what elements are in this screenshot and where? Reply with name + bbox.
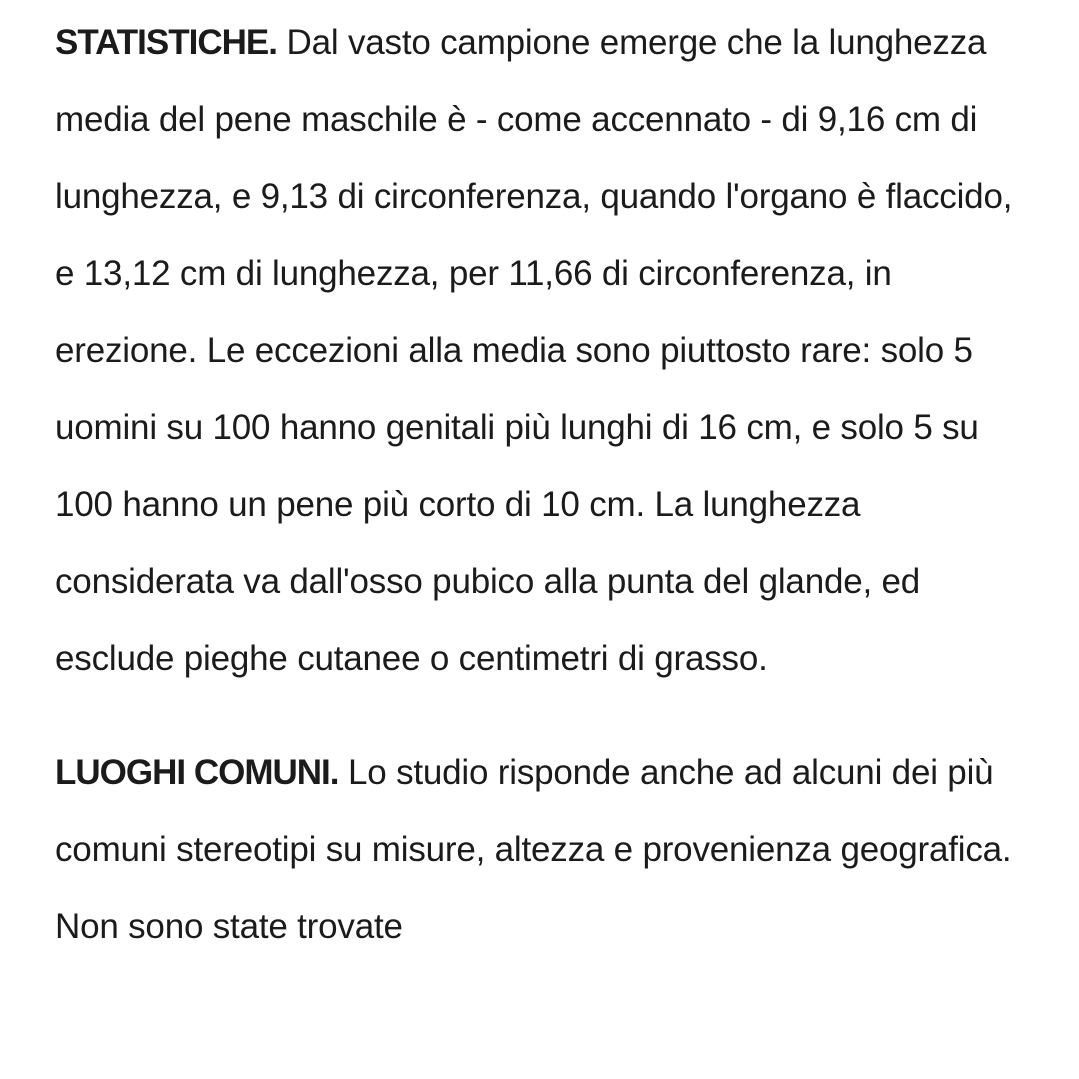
statistics-paragraph bbox=[55, 4, 1039, 697]
statistics-heading: STATISTICHE. bbox=[55, 23, 277, 62]
statistics-text: Dal vasto campione emerge che la lunghezza media del pene maschile è - come accennato - di 9,16 cm di lunghezza, e 9,13 di circonferenza, quando l'organo è flaccido, e 13,12 cm di lunghezza, per 11,66 di circonferenza, in erezione. Le eccezioni alla media sono piuttosto rare: solo 5 uomini su 100 hanno genitali più lunghi di 16 cm, e solo 5 su 100 hanno un pene più corto di 10 cm. La lunghezza considerata va dall'osso pubico alla punta del glande, ed esclude pieghe cutanee o centimetri di grasso. bbox=[55, 23, 1013, 678]
common-myths-text: Lo studio risponde anche ad alcuni dei più comuni stereotipi su misure, altezza e provenienza geografica. Non sono state trovate bbox=[55, 753, 1012, 946]
common-myths-paragraph bbox=[55, 734, 1039, 965]
common-myths-heading: LUOGHI COMUNI. bbox=[55, 753, 339, 792]
